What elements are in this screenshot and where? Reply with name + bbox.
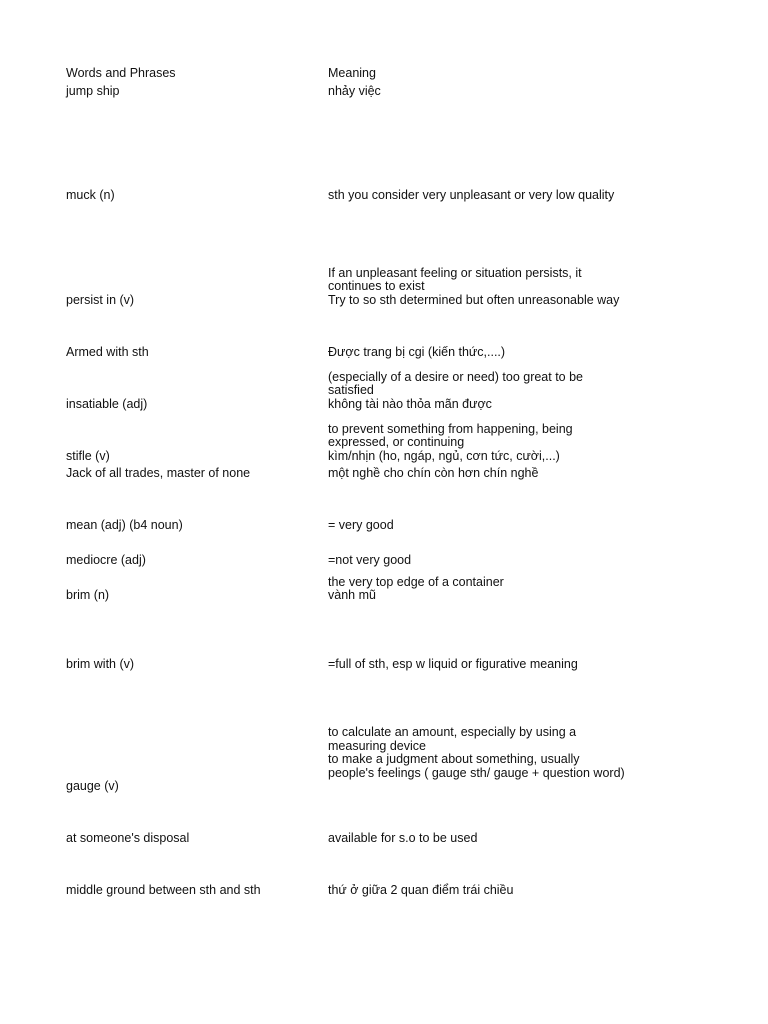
meaning-jack-of-all-trades: một nghề cho chín còn hơn chín nghề xyxy=(328,466,539,480)
meaning-at-someones-disposal: available for s.o to be used xyxy=(328,831,478,845)
note-insatiable-line-1: (especially of a desire or need) too great to be xyxy=(328,370,584,384)
term-persist-in: persist in (v) xyxy=(66,293,135,307)
term-brim: brim (n) xyxy=(66,588,110,602)
meaning-persist-in: Try to so sth determined but often unreasonable way xyxy=(328,293,620,307)
term-at-someones-disposal: at someone's disposal xyxy=(66,831,190,845)
term-middle-ground: middle ground between sth and sth xyxy=(66,883,261,897)
note-persist-line-1: If an unpleasant feeling or situation persists, it xyxy=(328,266,582,280)
note-persist-line-2: continues to exist xyxy=(328,279,425,293)
meaning-mediocre: =not very good xyxy=(328,553,412,567)
term-insatiable: insatiable (adj) xyxy=(66,397,148,411)
term-mediocre: mediocre (adj) xyxy=(66,553,146,567)
meaning-brim: vành mũ xyxy=(328,588,376,602)
meaning-insatiable: không tài nào thỏa mãn được xyxy=(328,397,492,411)
term-jack-of-all-trades: Jack of all trades, master of none xyxy=(66,466,251,480)
term-stifle: stifle (v) xyxy=(66,449,110,463)
meaning-gauge-line-1: to calculate an amount, especially by using a xyxy=(328,725,577,739)
meaning-gauge-line-3: to make a judgment about something, usually xyxy=(328,752,580,766)
term-jump-ship: jump ship xyxy=(66,84,120,98)
meaning-jump-ship: nhảy việc xyxy=(328,84,381,98)
note-stifle-line-1: to prevent something from happening, being xyxy=(328,422,573,436)
header-term: Words and Phrases xyxy=(66,66,176,80)
note-insatiable-line-2: satisfied xyxy=(328,383,374,397)
meaning-mean: = very good xyxy=(328,518,394,532)
meaning-muck: sth you consider very unpleasant or very low quality xyxy=(328,188,615,202)
note-brim: the very top edge of a container xyxy=(328,575,504,589)
term-gauge: gauge (v) xyxy=(66,779,119,793)
term-mean: mean (adj) (b4 noun) xyxy=(66,518,183,532)
term-brim-with: brim with (v) xyxy=(66,657,135,671)
meaning-stifle: kìm/nhịn (ho, ngáp, ngủ, cơn tức, cười,...) xyxy=(328,449,560,463)
meaning-gauge-line-4: people's feelings ( gauge sth/ gauge + question word) xyxy=(328,766,625,780)
term-muck: muck (n) xyxy=(66,188,115,202)
note-stifle-line-2: expressed, or continuing xyxy=(328,435,465,449)
meaning-brim-with: =full of sth, esp w liquid or figurative meaning xyxy=(328,657,578,671)
meaning-middle-ground: thứ ở giữa 2 quan điểm trái chiều xyxy=(328,883,514,897)
header-meaning: Meaning xyxy=(328,66,376,80)
meaning-armed-with: Được trang bị cgi (kiến thức,....) xyxy=(328,345,506,359)
term-armed-with: Armed with sth xyxy=(66,345,149,359)
meaning-gauge-line-2: measuring device xyxy=(328,739,426,753)
